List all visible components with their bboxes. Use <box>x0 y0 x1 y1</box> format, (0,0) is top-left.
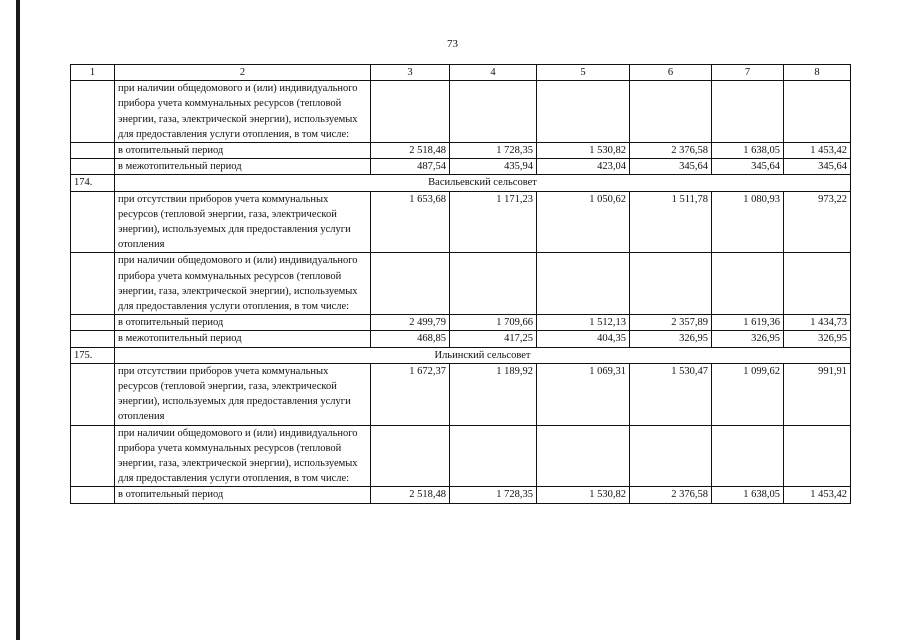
value-cell: 1 080,93 <box>712 191 784 253</box>
value-cell: 1 099,62 <box>712 363 784 425</box>
value-cell: 326,95 <box>630 331 712 347</box>
value-cell: 1 511,78 <box>630 191 712 253</box>
header-cell: 8 <box>784 65 851 81</box>
value-cell: 326,95 <box>784 331 851 347</box>
description-row <box>71 363 851 425</box>
header-cell: 2 <box>115 65 371 81</box>
value-cell: 2 376,58 <box>630 143 712 159</box>
header-row <box>71 65 851 81</box>
header-cell: 7 <box>712 65 784 81</box>
value-cell: 345,64 <box>630 159 712 175</box>
value-cell: 973,22 <box>784 191 851 253</box>
value-cell: 991,91 <box>784 363 851 425</box>
description-row <box>71 253 851 315</box>
value-cell: 2 499,79 <box>371 315 450 331</box>
header-cell: 6 <box>630 65 712 81</box>
value-cell <box>450 81 537 143</box>
period-row <box>71 487 851 503</box>
value-cell: 435,94 <box>450 159 537 175</box>
section-row <box>71 175 851 191</box>
value-cell: 1 434,73 <box>784 315 851 331</box>
value-cell: 1 530,47 <box>630 363 712 425</box>
row-index <box>71 315 115 331</box>
row-index <box>71 253 115 315</box>
row-description: в отопительный период <box>115 315 371 331</box>
value-cell <box>784 81 851 143</box>
tariff-table <box>70 64 851 504</box>
value-cell <box>537 81 630 143</box>
value-cell: 1 638,05 <box>712 143 784 159</box>
header-cell: 4 <box>450 65 537 81</box>
section-index: 175. <box>71 347 115 363</box>
section-name: Васильевский сельсовет <box>115 175 851 191</box>
section-index: 174. <box>71 175 115 191</box>
value-cell <box>784 253 851 315</box>
row-index <box>71 81 115 143</box>
row-description: при наличии общедомового и (или) индивидуального прибора учета коммунальных ресурсов (тепловой энергии, газа, электрической энергии), используемых для предоставления услуги отопления, в том числе: <box>115 81 371 143</box>
value-cell <box>712 81 784 143</box>
value-cell <box>537 253 630 315</box>
value-cell <box>371 425 450 487</box>
value-cell: 1 728,35 <box>450 487 537 503</box>
value-cell: 468,85 <box>371 331 450 347</box>
scan-edge-bar <box>16 0 20 640</box>
value-cell: 1 530,82 <box>537 143 630 159</box>
value-cell <box>630 253 712 315</box>
value-cell: 2 376,58 <box>630 487 712 503</box>
value-cell: 1 512,13 <box>537 315 630 331</box>
section-name: Ильинский сельсовет <box>115 347 851 363</box>
value-cell: 1 709,66 <box>450 315 537 331</box>
description-row <box>71 191 851 253</box>
value-cell: 1 453,42 <box>784 143 851 159</box>
value-cell: 2 518,48 <box>371 143 450 159</box>
row-index <box>71 143 115 159</box>
value-cell: 1 453,42 <box>784 487 851 503</box>
row-index <box>71 159 115 175</box>
value-cell: 423,04 <box>537 159 630 175</box>
value-cell: 487,54 <box>371 159 450 175</box>
page-number: 73 <box>447 38 458 50</box>
value-cell: 1 619,36 <box>712 315 784 331</box>
value-cell <box>712 253 784 315</box>
row-description: в отопительный период <box>115 487 371 503</box>
header-cell: 1 <box>71 65 115 81</box>
value-cell: 417,25 <box>450 331 537 347</box>
value-cell: 1 069,31 <box>537 363 630 425</box>
period-row <box>71 159 851 175</box>
row-index <box>71 191 115 253</box>
value-cell: 1 728,35 <box>450 143 537 159</box>
row-index <box>71 331 115 347</box>
description-row <box>71 81 851 143</box>
value-cell <box>450 253 537 315</box>
section-row <box>71 347 851 363</box>
row-description: в межотопительный период <box>115 331 371 347</box>
value-cell: 326,95 <box>712 331 784 347</box>
value-cell: 1 050,62 <box>537 191 630 253</box>
description-row <box>71 425 851 487</box>
row-description: при наличии общедомового и (или) индивидуального прибора учета коммунальных ресурсов (тепловой энергии, газа, электрической энергии), используемых для предоставления услуги отопления, в том числе: <box>115 253 371 315</box>
value-cell <box>537 425 630 487</box>
row-description: при наличии общедомового и (или) индивидуального прибора учета коммунальных ресурсов (тепловой энергии, газа, электрической энергии), используемых для предоставления услуги отопления, в том числе: <box>115 425 371 487</box>
value-cell <box>450 425 537 487</box>
value-cell <box>371 253 450 315</box>
header-cell: 5 <box>537 65 630 81</box>
value-cell: 404,35 <box>537 331 630 347</box>
period-row <box>71 331 851 347</box>
value-cell: 1 171,23 <box>450 191 537 253</box>
row-description: в отопительный период <box>115 143 371 159</box>
period-row <box>71 315 851 331</box>
row-index <box>71 425 115 487</box>
header-cell: 3 <box>371 65 450 81</box>
value-cell <box>630 425 712 487</box>
value-cell: 1 189,92 <box>450 363 537 425</box>
value-cell: 2 518,48 <box>371 487 450 503</box>
value-cell: 345,64 <box>784 159 851 175</box>
value-cell: 1 638,05 <box>712 487 784 503</box>
value-cell: 345,64 <box>712 159 784 175</box>
row-description: при отсутствии приборов учета коммунальных ресурсов (тепловой энергии, газа, электрической энергии), используемых для предоставления услуги отопления <box>115 363 371 425</box>
row-index <box>71 363 115 425</box>
value-cell: 2 357,89 <box>630 315 712 331</box>
value-cell: 1 530,82 <box>537 487 630 503</box>
value-cell <box>371 81 450 143</box>
value-cell: 1 672,37 <box>371 363 450 425</box>
row-description: при отсутствии приборов учета коммунальных ресурсов (тепловой энергии, газа, электрической энергии), используемых для предоставления услуги отопления <box>115 191 371 253</box>
value-cell <box>712 425 784 487</box>
row-description: в межотопительный период <box>115 159 371 175</box>
value-cell <box>630 81 712 143</box>
row-index <box>71 487 115 503</box>
value-cell: 1 653,68 <box>371 191 450 253</box>
period-row <box>71 143 851 159</box>
value-cell <box>784 425 851 487</box>
